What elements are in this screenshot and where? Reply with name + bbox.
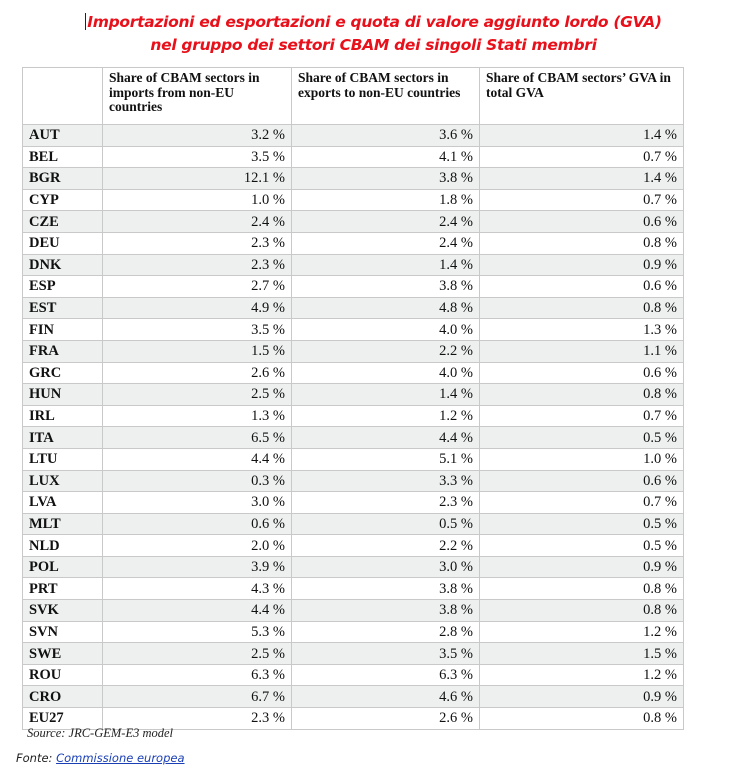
cell-country: SWE bbox=[23, 643, 103, 665]
cell-country: GRC bbox=[23, 362, 103, 384]
cell-gva: 0.9 % bbox=[480, 556, 684, 578]
cell-imports: 0.6 % bbox=[103, 513, 292, 535]
cell-exports: 2.6 % bbox=[292, 708, 480, 730]
cell-gva: 0.5 % bbox=[480, 513, 684, 535]
cell-exports: 1.8 % bbox=[292, 189, 480, 211]
table-row bbox=[23, 535, 684, 557]
cell-exports: 4.0 % bbox=[292, 319, 480, 341]
cell-gva: 0.7 % bbox=[480, 146, 684, 168]
cell-country: HUN bbox=[23, 384, 103, 406]
table-row bbox=[23, 513, 684, 535]
cell-imports: 4.4 % bbox=[103, 600, 292, 622]
cell-exports: 3.6 % bbox=[292, 125, 480, 147]
table-row bbox=[23, 556, 684, 578]
table-header-row bbox=[23, 68, 684, 125]
table-row bbox=[23, 664, 684, 686]
table-row bbox=[23, 254, 684, 276]
fonte-label: Fonte: bbox=[16, 751, 53, 765]
table-row bbox=[23, 448, 684, 470]
cell-imports: 2.7 % bbox=[103, 276, 292, 298]
table-row bbox=[23, 405, 684, 427]
cell-gva: 1.4 % bbox=[480, 168, 684, 190]
cell-gva: 0.6 % bbox=[480, 276, 684, 298]
table-row bbox=[23, 492, 684, 514]
cell-country: LTU bbox=[23, 448, 103, 470]
header-country bbox=[23, 68, 103, 125]
header-gva: Share of CBAM sectors’ GVA in total GVA bbox=[480, 68, 684, 125]
table-row bbox=[23, 340, 684, 362]
cell-exports: 6.3 % bbox=[292, 664, 480, 686]
cell-country: SVN bbox=[23, 621, 103, 643]
cell-exports: 2.2 % bbox=[292, 535, 480, 557]
cell-imports: 4.4 % bbox=[103, 448, 292, 470]
cbam-share-table bbox=[22, 67, 684, 730]
cell-imports: 2.3 % bbox=[103, 232, 292, 254]
cell-gva: 0.9 % bbox=[480, 686, 684, 708]
cell-country: CYP bbox=[23, 189, 103, 211]
cell-country: CZE bbox=[23, 211, 103, 233]
cell-gva: 0.5 % bbox=[480, 535, 684, 557]
cell-exports: 4.6 % bbox=[292, 686, 480, 708]
cell-exports: 0.5 % bbox=[292, 513, 480, 535]
table-row bbox=[23, 211, 684, 233]
cell-imports: 0.3 % bbox=[103, 470, 292, 492]
cell-imports: 2.5 % bbox=[103, 643, 292, 665]
cell-gva: 1.1 % bbox=[480, 340, 684, 362]
cell-country: MLT bbox=[23, 513, 103, 535]
table-body bbox=[23, 125, 684, 730]
cell-gva: 0.8 % bbox=[480, 232, 684, 254]
cell-exports: 4.1 % bbox=[292, 146, 480, 168]
source-note: Source: JRC-GEM-E3 model bbox=[27, 726, 174, 740]
cell-imports: 3.5 % bbox=[103, 146, 292, 168]
cell-exports: 3.3 % bbox=[292, 470, 480, 492]
header-exports: Share of CBAM sectors in exports to non-EU countries bbox=[292, 68, 480, 125]
cell-imports: 3.5 % bbox=[103, 319, 292, 341]
cell-imports: 2.5 % bbox=[103, 384, 292, 406]
cell-gva: 0.7 % bbox=[480, 189, 684, 211]
cell-exports: 2.8 % bbox=[292, 621, 480, 643]
cell-imports: 3.9 % bbox=[103, 556, 292, 578]
cell-exports: 5.1 % bbox=[292, 448, 480, 470]
cell-exports: 3.8 % bbox=[292, 168, 480, 190]
table-row bbox=[23, 189, 684, 211]
cell-country: SVK bbox=[23, 600, 103, 622]
cell-gva: 0.5 % bbox=[480, 427, 684, 449]
cell-gva: 0.9 % bbox=[480, 254, 684, 276]
cell-country: LUX bbox=[23, 470, 103, 492]
cell-gva: 1.0 % bbox=[480, 448, 684, 470]
cell-exports: 1.4 % bbox=[292, 384, 480, 406]
cell-country: AUT bbox=[23, 125, 103, 147]
cell-exports: 4.8 % bbox=[292, 297, 480, 319]
cell-gva: 0.7 % bbox=[480, 405, 684, 427]
table-row bbox=[23, 319, 684, 341]
cell-imports: 1.0 % bbox=[103, 189, 292, 211]
cell-gva: 1.2 % bbox=[480, 664, 684, 686]
cell-exports: 2.2 % bbox=[292, 340, 480, 362]
cell-exports: 2.3 % bbox=[292, 492, 480, 514]
cell-country: FIN bbox=[23, 319, 103, 341]
cell-country: EU27 bbox=[23, 708, 103, 730]
title-line-2: nel gruppo dei settori CBAM dei singoli Stati membri bbox=[150, 36, 597, 54]
cell-country: CRO bbox=[23, 686, 103, 708]
cell-gva: 1.4 % bbox=[480, 125, 684, 147]
table-row bbox=[23, 621, 684, 643]
table-row bbox=[23, 600, 684, 622]
cell-country: BEL bbox=[23, 146, 103, 168]
cell-exports: 1.4 % bbox=[292, 254, 480, 276]
cell-gva: 1.5 % bbox=[480, 643, 684, 665]
cell-gva: 1.2 % bbox=[480, 621, 684, 643]
table-row bbox=[23, 427, 684, 449]
cell-imports: 3.2 % bbox=[103, 125, 292, 147]
cell-country: DNK bbox=[23, 254, 103, 276]
cell-imports: 2.3 % bbox=[103, 708, 292, 730]
table-row bbox=[23, 232, 684, 254]
cell-gva: 0.6 % bbox=[480, 470, 684, 492]
cell-gva: 0.6 % bbox=[480, 211, 684, 233]
cell-imports: 2.0 % bbox=[103, 535, 292, 557]
cell-imports: 2.4 % bbox=[103, 211, 292, 233]
cell-country: ROU bbox=[23, 664, 103, 686]
cell-country: BGR bbox=[23, 168, 103, 190]
cell-imports: 6.7 % bbox=[103, 686, 292, 708]
cell-country: POL bbox=[23, 556, 103, 578]
table-row bbox=[23, 578, 684, 600]
cell-country: EST bbox=[23, 297, 103, 319]
cell-country: ESP bbox=[23, 276, 103, 298]
cell-gva: 0.8 % bbox=[480, 297, 684, 319]
cell-country: NLD bbox=[23, 535, 103, 557]
cell-exports: 3.0 % bbox=[292, 556, 480, 578]
cell-exports: 3.5 % bbox=[292, 643, 480, 665]
cell-imports: 4.9 % bbox=[103, 297, 292, 319]
cell-country: DEU bbox=[23, 232, 103, 254]
cell-imports: 3.0 % bbox=[103, 492, 292, 514]
table-row bbox=[23, 686, 684, 708]
header-imports: Share of CBAM sectors in imports from non-EU countries bbox=[103, 68, 292, 125]
table-row bbox=[23, 125, 684, 147]
cell-country: FRA bbox=[23, 340, 103, 362]
cell-exports: 3.8 % bbox=[292, 276, 480, 298]
cell-country: IRL bbox=[23, 405, 103, 427]
cell-gva: 1.3 % bbox=[480, 319, 684, 341]
page-title bbox=[0, 11, 747, 57]
cell-imports: 6.5 % bbox=[103, 427, 292, 449]
table-row bbox=[23, 146, 684, 168]
cell-exports: 2.4 % bbox=[292, 211, 480, 233]
cell-gva: 0.6 % bbox=[480, 362, 684, 384]
table-row bbox=[23, 362, 684, 384]
commissione-europea-link[interactable]: Commissione europea bbox=[56, 751, 185, 765]
cell-exports: 3.8 % bbox=[292, 578, 480, 600]
cell-gva: 0.8 % bbox=[480, 708, 684, 730]
table-row bbox=[23, 643, 684, 665]
cell-exports: 2.4 % bbox=[292, 232, 480, 254]
cell-imports: 2.3 % bbox=[103, 254, 292, 276]
cell-exports: 3.8 % bbox=[292, 600, 480, 622]
title-line-1-text: Importazioni ed esportazioni e quota di valore aggiunto lordo (GVA) bbox=[87, 13, 662, 31]
cell-gva: 0.8 % bbox=[480, 578, 684, 600]
cell-country: ITA bbox=[23, 427, 103, 449]
fonte-line bbox=[16, 751, 185, 765]
cell-gva: 0.8 % bbox=[480, 384, 684, 406]
cell-exports: 4.4 % bbox=[292, 427, 480, 449]
cell-imports: 1.3 % bbox=[103, 405, 292, 427]
table-row bbox=[23, 168, 684, 190]
cell-imports: 12.1 % bbox=[103, 168, 292, 190]
title-line-1 bbox=[0, 11, 747, 34]
cell-country: PRT bbox=[23, 578, 103, 600]
table-row bbox=[23, 297, 684, 319]
cell-gva: 0.7 % bbox=[480, 492, 684, 514]
table-row bbox=[23, 470, 684, 492]
cell-imports: 6.3 % bbox=[103, 664, 292, 686]
cell-imports: 4.3 % bbox=[103, 578, 292, 600]
table-row bbox=[23, 384, 684, 406]
cell-country: LVA bbox=[23, 492, 103, 514]
table-row bbox=[23, 276, 684, 298]
cell-imports: 1.5 % bbox=[103, 340, 292, 362]
cell-exports: 4.0 % bbox=[292, 362, 480, 384]
cell-imports: 5.3 % bbox=[103, 621, 292, 643]
cell-imports: 2.6 % bbox=[103, 362, 292, 384]
cell-exports: 1.2 % bbox=[292, 405, 480, 427]
cell-gva: 0.8 % bbox=[480, 600, 684, 622]
